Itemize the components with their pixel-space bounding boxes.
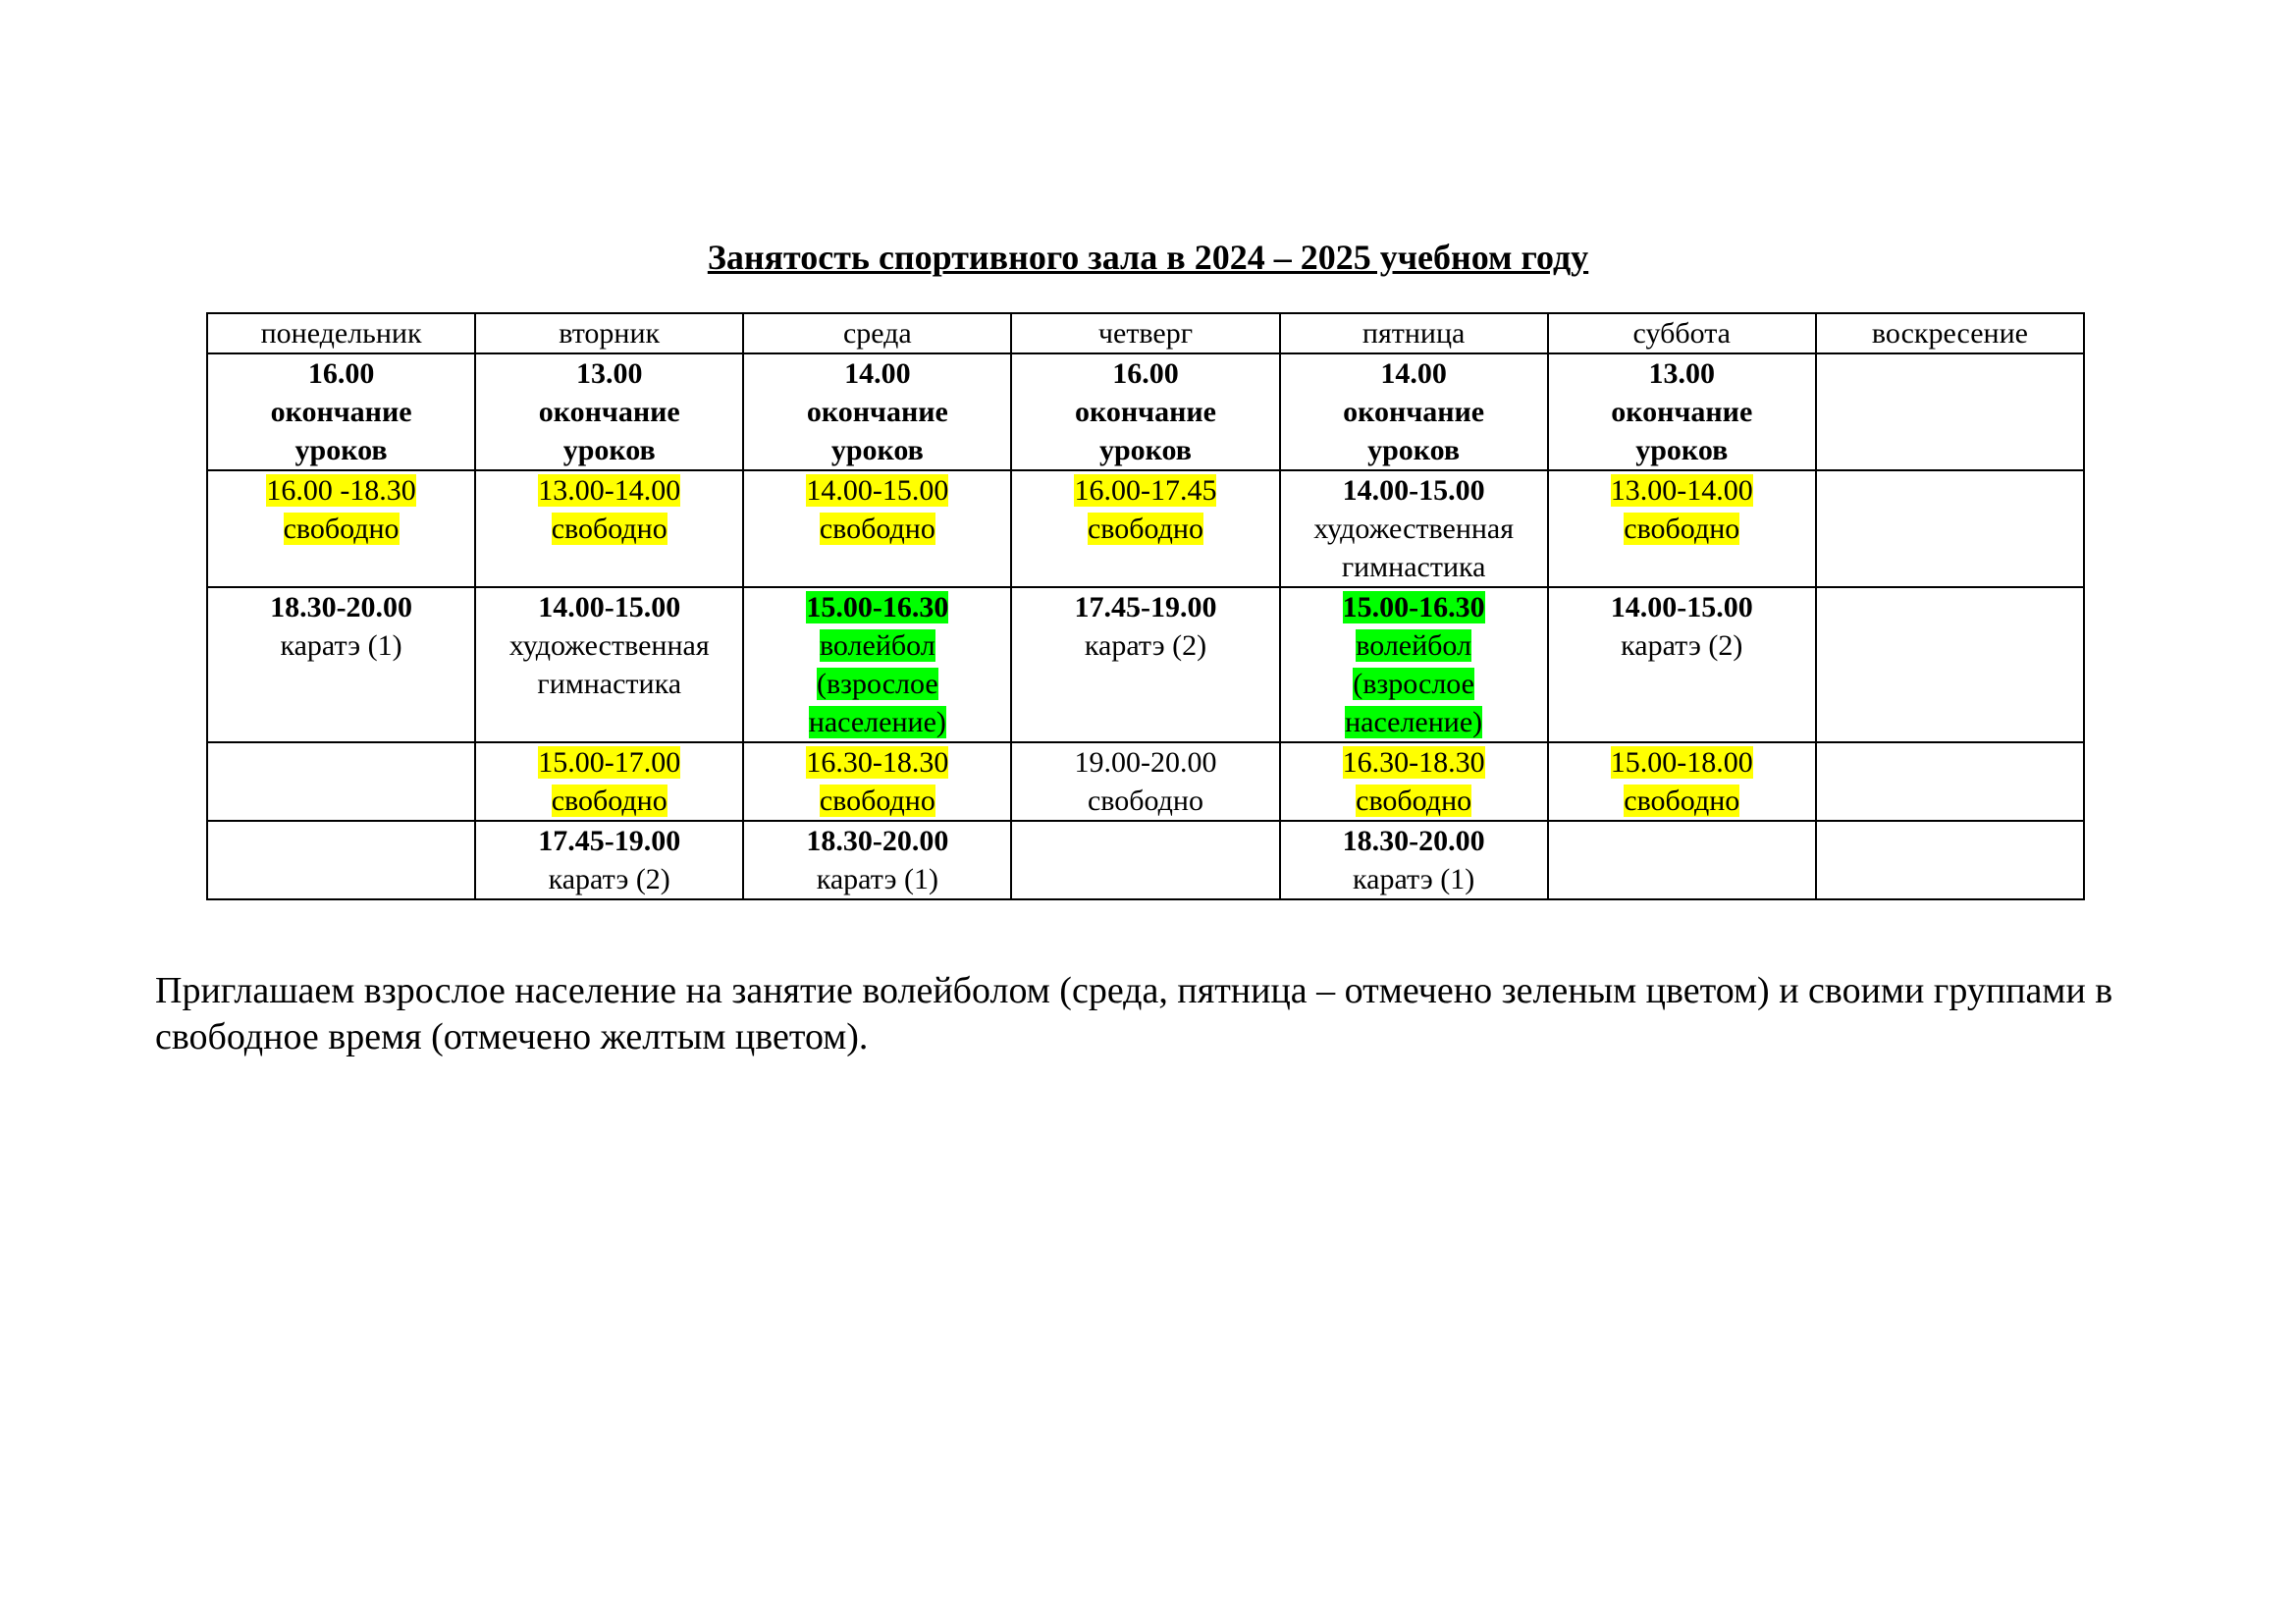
time-slot: 16.00 -18.30	[266, 474, 416, 507]
schedule-cell	[207, 353, 475, 470]
schedule-cell	[1011, 587, 1279, 742]
schedule-cell	[743, 470, 1011, 587]
time-slot: 14.00-15.00	[806, 474, 949, 507]
schedule-row	[207, 587, 2084, 742]
schedule-cell	[1011, 470, 1279, 587]
activity-label: свободно	[1624, 785, 1740, 817]
activity-label: свободно	[1087, 513, 1203, 545]
activity-label: свободно	[819, 785, 935, 817]
day-header: четверг	[1011, 313, 1279, 353]
time-slot: 15.00-16.30	[1342, 591, 1485, 623]
activity-label: окончание	[806, 396, 948, 428]
time-slot: 18.30-20.00	[270, 591, 413, 623]
schedule-cell	[743, 353, 1011, 470]
activity-label: уроков	[1367, 434, 1461, 466]
time-slot: 13.00-14.00	[1610, 474, 1753, 507]
schedule-cell	[1280, 353, 1548, 470]
activity-label: гимнастика	[1341, 551, 1486, 583]
schedule-cell	[1816, 742, 2084, 821]
activity-label: свободно	[283, 513, 400, 545]
schedule-cell	[475, 470, 743, 587]
day-header: воскресение	[1816, 313, 2084, 353]
activity-label: свободно	[551, 513, 667, 545]
activity-label: уроков	[1098, 434, 1192, 466]
schedule-cell	[207, 742, 475, 821]
schedule-cell	[1816, 470, 2084, 587]
time-slot: 16.00-17.45	[1074, 474, 1217, 507]
schedule-cell	[1816, 821, 2084, 899]
time-slot: 14.00-15.00	[1342, 474, 1485, 507]
schedule-row	[207, 821, 2084, 899]
schedule-cell	[207, 587, 475, 742]
activity-label: окончание	[1075, 396, 1216, 428]
time-slot: 17.45-19.00	[538, 825, 681, 857]
schedule-cell	[1548, 353, 1816, 470]
time-slot: 13.00	[1648, 357, 1716, 390]
time-slot: 15.00-18.00	[1610, 746, 1753, 779]
activity-label: каратэ (1)	[1353, 863, 1475, 895]
time-slot: 14.00-15.00	[1610, 591, 1753, 623]
activity-label: каратэ (2)	[548, 863, 670, 895]
activity-label: (взрослое	[1353, 668, 1474, 700]
activity-label: гимнастика	[537, 668, 682, 700]
activity-label: свободно	[819, 513, 935, 545]
schedule-cell	[1011, 742, 1279, 821]
schedule-cell	[475, 821, 743, 899]
activity-label: уроков	[830, 434, 924, 466]
day-header: вторник	[475, 313, 743, 353]
schedule-cell	[1280, 821, 1548, 899]
schedule-cell	[475, 587, 743, 742]
activity-label: каратэ (2)	[1621, 629, 1743, 662]
day-header: пятница	[1280, 313, 1548, 353]
activity-label: (взрослое	[816, 668, 938, 700]
schedule-cell	[743, 742, 1011, 821]
schedule-cell	[1548, 587, 1816, 742]
time-slot: 16.30-18.30	[806, 746, 949, 779]
time-slot: 13.00	[575, 357, 643, 390]
time-slot: 18.30-20.00	[1342, 825, 1485, 857]
time-slot: 17.45-19.00	[1074, 591, 1217, 623]
day-header: среда	[743, 313, 1011, 353]
activity-label: художественная	[508, 629, 710, 662]
schedule-cell	[207, 821, 475, 899]
time-slot: 15.00-17.00	[538, 746, 681, 779]
schedule-cell	[743, 821, 1011, 899]
time-slot: 14.00	[844, 357, 911, 390]
day-header: суббота	[1548, 313, 1816, 353]
time-slot: 19.00-20.00	[1074, 746, 1217, 779]
schedule-cell	[1280, 742, 1548, 821]
activity-label: население)	[1345, 706, 1483, 738]
time-slot: 16.00	[307, 357, 375, 390]
page-title: Занятость спортивного зала в 2024 – 2025 учебном году	[707, 238, 1589, 277]
activity-label: окончание	[1611, 396, 1753, 428]
schedule-cell	[1011, 353, 1279, 470]
activity-label: каратэ (2)	[1084, 629, 1207, 662]
activity-label: свободно	[1356, 785, 1472, 817]
activity-label: окончание	[1343, 396, 1485, 428]
schedule-cell	[207, 470, 475, 587]
activity-label: волейбол	[819, 629, 935, 662]
time-slot: 14.00-15.00	[538, 591, 681, 623]
schedule-cell	[1280, 587, 1548, 742]
activity-label: каратэ (1)	[280, 629, 402, 662]
schedule-row	[207, 353, 2084, 470]
activity-label: волейбол	[1356, 629, 1471, 662]
activity-label: окончание	[270, 396, 412, 428]
activity-label: художественная	[1313, 513, 1515, 545]
time-slot: 13.00-14.00	[538, 474, 681, 507]
activity-label: свободно	[1624, 513, 1740, 545]
day-header-row	[207, 313, 2084, 353]
time-slot: 18.30-20.00	[806, 825, 949, 857]
schedule-cell	[1548, 470, 1816, 587]
activity-label: уроков	[1635, 434, 1729, 466]
activity-label: каратэ (1)	[816, 863, 938, 895]
schedule-cell	[743, 587, 1011, 742]
schedule-row	[207, 742, 2084, 821]
time-slot: 15.00-16.30	[806, 591, 949, 623]
activity-label: уроков	[294, 434, 388, 466]
invitation-text: Приглашаем взрослое население на занятие волейболом (среда, пятница – отмечено зеленым цветом) и своими группами в свободное время (отмечено желтым цветом).	[155, 970, 2113, 1057]
time-slot: 14.00	[1380, 357, 1447, 390]
schedule-cell	[475, 353, 743, 470]
time-slot: 16.00	[1112, 357, 1179, 390]
time-slot: 16.30-18.30	[1342, 746, 1485, 779]
activity-label: население)	[808, 706, 946, 738]
activity-label: свободно	[551, 785, 667, 817]
schedule-cell	[1816, 353, 2084, 470]
schedule-cell	[1280, 470, 1548, 587]
schedule-cell	[475, 742, 743, 821]
schedule-cell	[1548, 742, 1816, 821]
schedule-cell	[1011, 821, 1279, 899]
activity-label: уроков	[562, 434, 656, 466]
activity-label: окончание	[538, 396, 680, 428]
day-header: понедельник	[207, 313, 475, 353]
activity-label: свободно	[1087, 785, 1203, 817]
schedule-cell	[1548, 821, 1816, 899]
gym-schedule-table	[206, 312, 2085, 900]
schedule-row	[207, 470, 2084, 587]
schedule-cell	[1816, 587, 2084, 742]
